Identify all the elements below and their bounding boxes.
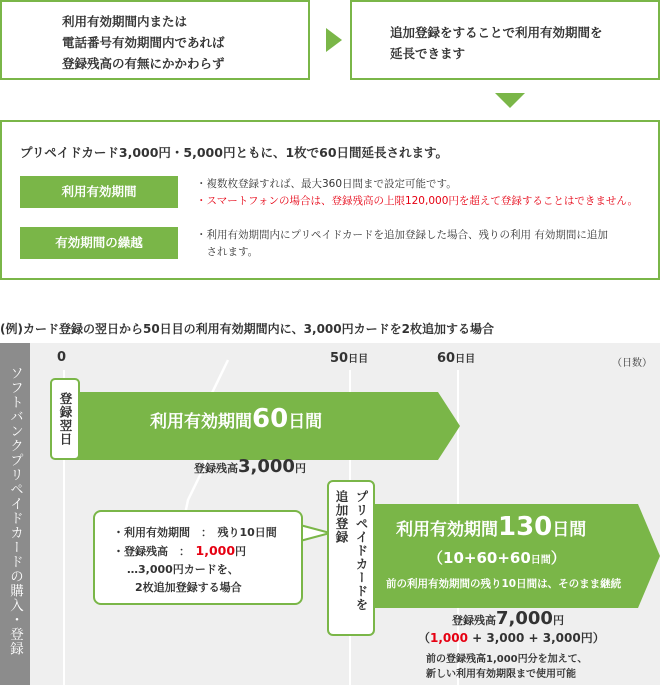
bar-second-prefix: 利用有効期間: [396, 520, 498, 540]
formula-paren: （: [418, 631, 431, 645]
balance-second: [452, 608, 564, 629]
callout-pointer: [300, 525, 330, 541]
balance-first-prefix: 登録残高: [194, 462, 238, 475]
flow-step-1-line: 登録残高の有無にかかわらず: [62, 56, 225, 71]
formula-paren: （: [428, 549, 444, 567]
balance-second-prefix: 登録残高: [452, 614, 496, 627]
tick-num: 60: [437, 351, 456, 366]
tick-unit: 日目: [455, 354, 476, 365]
formula-red-value: 1,000: [430, 631, 468, 645]
flow-step-2-line: 追加登録をすることで利用有効期間を: [390, 25, 603, 40]
balance-second-note: 前の登録残高1,000円分を加えて、: [426, 654, 588, 665]
flow-step-2-line: 延長できます: [390, 46, 466, 61]
example-title: (例)カード登録の翌日から50日目の利用有効期間内に、3,000円カードを2枚追加する場合: [0, 322, 494, 336]
callout-line: ・利用有効期間 ： 残り10日間: [113, 526, 277, 539]
formula-paren: ）: [592, 631, 605, 645]
balance-second-formula: [418, 629, 605, 646]
bar-first-suffix: 日間: [288, 412, 323, 432]
bar-second-title: [396, 512, 586, 542]
label-carryover: 有効期間の繰越: [20, 227, 178, 259]
bar-first-prefix: 利用有効期間: [150, 412, 252, 432]
bar-first-num: 60: [252, 404, 289, 434]
first-registration-label: 登録翌日: [58, 392, 73, 446]
tick-label-60: [437, 350, 475, 366]
callout-text: ・登録残高 ：: [113, 545, 196, 558]
callout-line: 2枚追加登録する場合: [135, 581, 242, 594]
callout-line: [113, 542, 301, 561]
second-registration-tag: [327, 480, 375, 636]
bar-second-num: 130: [498, 512, 553, 542]
side-label: ソフトバンクプリペイドカードの購入・登録: [7, 366, 23, 656]
first-registration-tag: [50, 378, 80, 460]
flow-step-1-line: 利用有効期間内または: [62, 14, 188, 29]
info-note: されます。: [196, 246, 259, 258]
tick-num: 50: [330, 351, 349, 366]
balance-second-note: 新しい利用有効期限まで使用可能: [426, 669, 576, 680]
bar-second-note: 前の利用有効期間の残り10日間は、そのまま継続: [386, 578, 622, 590]
second-registration-label: 追加登録: [334, 490, 349, 544]
formula-value: + 3,000 + 3,000円: [467, 631, 593, 645]
tick-label-50: [330, 350, 368, 366]
info-note-warning: ・スマートフォンの場合は、登録残高の上限120,000円を超えて登録することはできません。: [196, 195, 638, 207]
bar-first-text: [150, 404, 322, 434]
formula-unit: 日間: [530, 555, 551, 566]
info-note: ・複数枚登録すれば、最大360日間まで設定可能です。: [196, 178, 457, 190]
tick-label-0: [57, 350, 66, 365]
balance-first: [194, 456, 306, 477]
balance-second-suffix: 円: [552, 614, 564, 627]
second-registration-label: プリペイドカードを: [354, 490, 369, 612]
flow-step-1-line: 電話番号有効期間内であれば: [62, 35, 225, 50]
formula-paren: ）: [550, 549, 566, 567]
info-headline: プリペイドカード3,000円・5,000円ともに、1枚で60日間延長されます。: [20, 145, 449, 160]
callout-red-value: 1,000: [195, 543, 236, 558]
bar-second-suffix: 日間: [552, 520, 587, 540]
tick-unit: 日目: [348, 354, 369, 365]
info-note: ・利用有効期間内にプリペイドカードを追加登録した場合、残りの利用 有効期間に追加: [196, 229, 608, 241]
days-label: （日数）: [612, 358, 652, 369]
bar-second-formula: [428, 547, 566, 568]
tick-num: 0: [57, 350, 67, 365]
balance-first-num: 3,000: [238, 456, 295, 477]
label-validity-period: 利用有効期間: [20, 176, 178, 208]
callout-text: 円: [235, 545, 247, 558]
balance-second-num: 7,000: [496, 608, 553, 629]
balance-first-suffix: 円: [294, 462, 306, 475]
callout-box: [93, 510, 303, 605]
formula-value: 10+60+60: [443, 549, 531, 567]
callout-line: …3,000円カードを、: [127, 563, 239, 576]
